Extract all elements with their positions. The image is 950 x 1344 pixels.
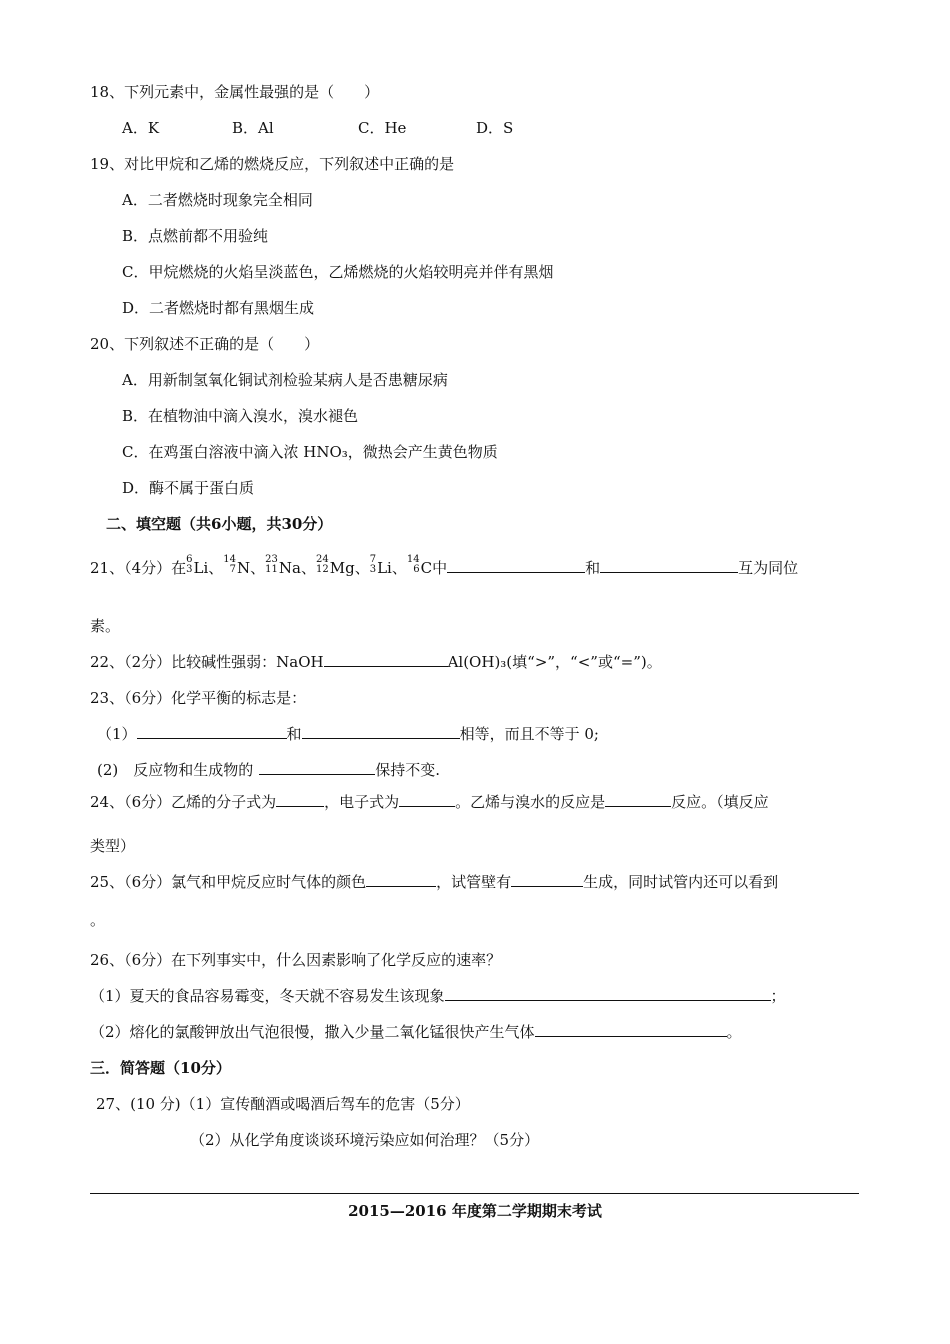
q27-line-1: 27、(10 分)（1）宣传酗酒或喝酒后驾车的危害（5分）: [96, 1095, 470, 1113]
q26-blank-2[interactable]: [535, 1022, 727, 1037]
q21-mid1: 中: [432, 559, 448, 577]
nuclide-symbol: Mg: [329, 559, 355, 577]
q23-stem: 23、（6分）化学平衡的标志是：: [90, 689, 307, 707]
q18-option-c: C．He: [358, 119, 407, 137]
nuclide-mass-number: 24: [316, 554, 329, 565]
nuclide-c-14: [406, 554, 433, 579]
q20-option-a: A．用新制氢氧化铜试剂检验某病人是否患糖尿病: [122, 371, 448, 389]
nuclide-symbol: Na: [278, 559, 301, 577]
q24-line: [90, 792, 769, 812]
q20-option-d: D．酶不属于蛋白质: [122, 479, 255, 497]
q20-stem: 20、下列叙述不正确的是（ ）: [90, 335, 320, 353]
q26-stem: 26、（6分）在下列事实中，什么因素影响了化学反应的速率？: [90, 951, 502, 969]
q24-p3: 。乙烯与溴水的反应是: [455, 793, 606, 811]
nuclide-li-7: [369, 554, 392, 579]
nuclide-symbol: Li: [193, 559, 209, 577]
nuclide-mg-24: [316, 554, 355, 579]
q18-option-b: B．Al: [232, 119, 274, 137]
q21-blank-2[interactable]: [600, 558, 738, 573]
nuclide-separator: 、: [354, 559, 370, 577]
q23-blank-3[interactable]: [259, 760, 375, 775]
nuclide-symbol: C: [420, 559, 433, 577]
nuclide-na-23: [265, 554, 301, 579]
q23-blank-2[interactable]: [302, 724, 460, 739]
q22-line: [90, 652, 662, 672]
nuclide-atomic-number: 3: [186, 564, 193, 575]
nuclide-n-14: [223, 554, 251, 579]
nuclide-mass-number: 14: [406, 554, 420, 565]
q23-l1-prefix: （1）: [97, 725, 137, 743]
q19-option-a: A．二者燃烧时现象完全相同: [122, 191, 313, 209]
section-3-heading: 三．简答题（10分）: [90, 1059, 231, 1077]
q27-line-2: （2）从化学角度谈谈环境污染应如何治理？（5分）: [190, 1131, 540, 1149]
q21-continuation: 素。: [90, 617, 121, 635]
q21-mid2: 和: [585, 559, 601, 577]
nuclide-atomic-number: 7: [229, 564, 237, 575]
footer-title: 2015—2016 年度第二学期期末考试: [348, 1202, 602, 1220]
nuclide-atomic-number: 3: [369, 564, 377, 575]
q24-blank-3[interactable]: [605, 792, 671, 807]
q22-suffix: Al(OH)₃(填“>”，“<”或“=”)。: [447, 653, 662, 671]
q24-blank-1[interactable]: [276, 792, 324, 807]
nuclide-atomic-number: 12: [316, 564, 329, 575]
nuclide-li-6: [186, 554, 209, 579]
q23-line-1: [97, 724, 599, 744]
q21-prefix: 21、（4分）在: [90, 559, 187, 577]
q18-option-a: A．K: [122, 119, 160, 137]
section-2-heading: 二、填空题（共6小题，共30分）: [106, 515, 333, 533]
nuclide-separator: 、: [391, 559, 407, 577]
nuclide-atomic-number: 6: [413, 564, 420, 575]
q26-line-2: [90, 1022, 742, 1042]
q21-nuclide-list: [186, 554, 433, 577]
q20-option-c: C．在鸡蛋白溶液中滴入浓 HNO₃，微热会产生黄色物质: [122, 443, 498, 461]
q19-option-c: C．甲烷燃烧的火焰呈淡蓝色，乙烯燃烧的火焰较明亮并伴有黑烟: [122, 263, 554, 281]
q19-stem: 19、对比甲烷和乙烯的燃烧反应，下列叙述中正确的是: [90, 155, 455, 173]
q24-continuation: 类型）: [90, 837, 136, 855]
nuclide-separator: 、: [300, 559, 316, 577]
nuclide-separator: 、: [250, 559, 266, 577]
footer-divider: [90, 1193, 859, 1194]
q21-line: [90, 554, 799, 579]
q22-blank[interactable]: [324, 652, 448, 667]
q25-p2: ，试管壁有: [436, 873, 512, 891]
nuclide-symbol: N: [237, 559, 251, 577]
nuclide-mass-number: 7: [369, 554, 377, 565]
q21-suffix: 互为同位: [738, 559, 799, 577]
q23-l2-suffix: 保持不变.: [375, 761, 441, 779]
q24-blank-2[interactable]: [399, 792, 455, 807]
q25-p1: 25、（6分）氯气和甲烷反应时气体的颜色: [90, 873, 367, 891]
q25-blank-1[interactable]: [366, 872, 436, 887]
q25-p3: 生成，同时试管内还可以看到: [583, 873, 779, 891]
q26-l1: （1）夏天的食品容易霉变，冬天就不容易发生该现象: [90, 987, 445, 1005]
q26-blank-1[interactable]: [445, 986, 771, 1001]
q23-blank-1[interactable]: [137, 724, 287, 739]
q21-blank-1[interactable]: [447, 558, 585, 573]
q26-l1-end: ；: [770, 987, 786, 1005]
q19-option-d: D．二者燃烧时都有黑烟生成: [122, 299, 315, 317]
nuclide-atomic-number: 11: [265, 564, 278, 575]
q18-stem: 18、下列元素中，金属性最强的是（ ）: [90, 83, 380, 101]
q25-continuation: 。: [90, 911, 106, 929]
nuclide-symbol: Li: [377, 559, 392, 577]
nuclide-mass-number: 14: [223, 554, 237, 565]
q24-p1: 24、（6分）乙烯的分子式为: [90, 793, 277, 811]
q20-option-b: B．在植物油中滴入溴水，溴水褪色: [122, 407, 359, 425]
q26-l2-end: 。: [726, 1023, 742, 1041]
q22-prefix: 22、（2分）比较碱性强弱：NaOH: [90, 653, 324, 671]
nuclide-mass-number: 6: [186, 554, 193, 565]
q19-option-b: B．点燃前都不用验纯: [122, 227, 269, 245]
q26-line-1: [90, 986, 786, 1006]
nuclide-separator: 、: [208, 559, 224, 577]
q18-option-d: D．S: [476, 119, 514, 137]
nuclide-mass-number: 23: [265, 554, 278, 565]
q23-l1-mid: 和: [286, 725, 302, 743]
q24-p4: 反应。（填反应: [671, 793, 769, 811]
q25-blank-2[interactable]: [511, 872, 583, 887]
q25-line: [90, 872, 778, 892]
q23-l2-prefix: (2) 反应物和生成物的: [97, 761, 254, 779]
q23-l1-suffix: 相等，而且不等于 0;: [459, 725, 599, 743]
q24-p2: ，电子式为: [324, 793, 400, 811]
q23-line-2: [97, 760, 440, 780]
q26-l2: （2）熔化的氯酸钾放出气泡很慢，撒入少量二氧化锰很快产生气体: [90, 1023, 535, 1041]
